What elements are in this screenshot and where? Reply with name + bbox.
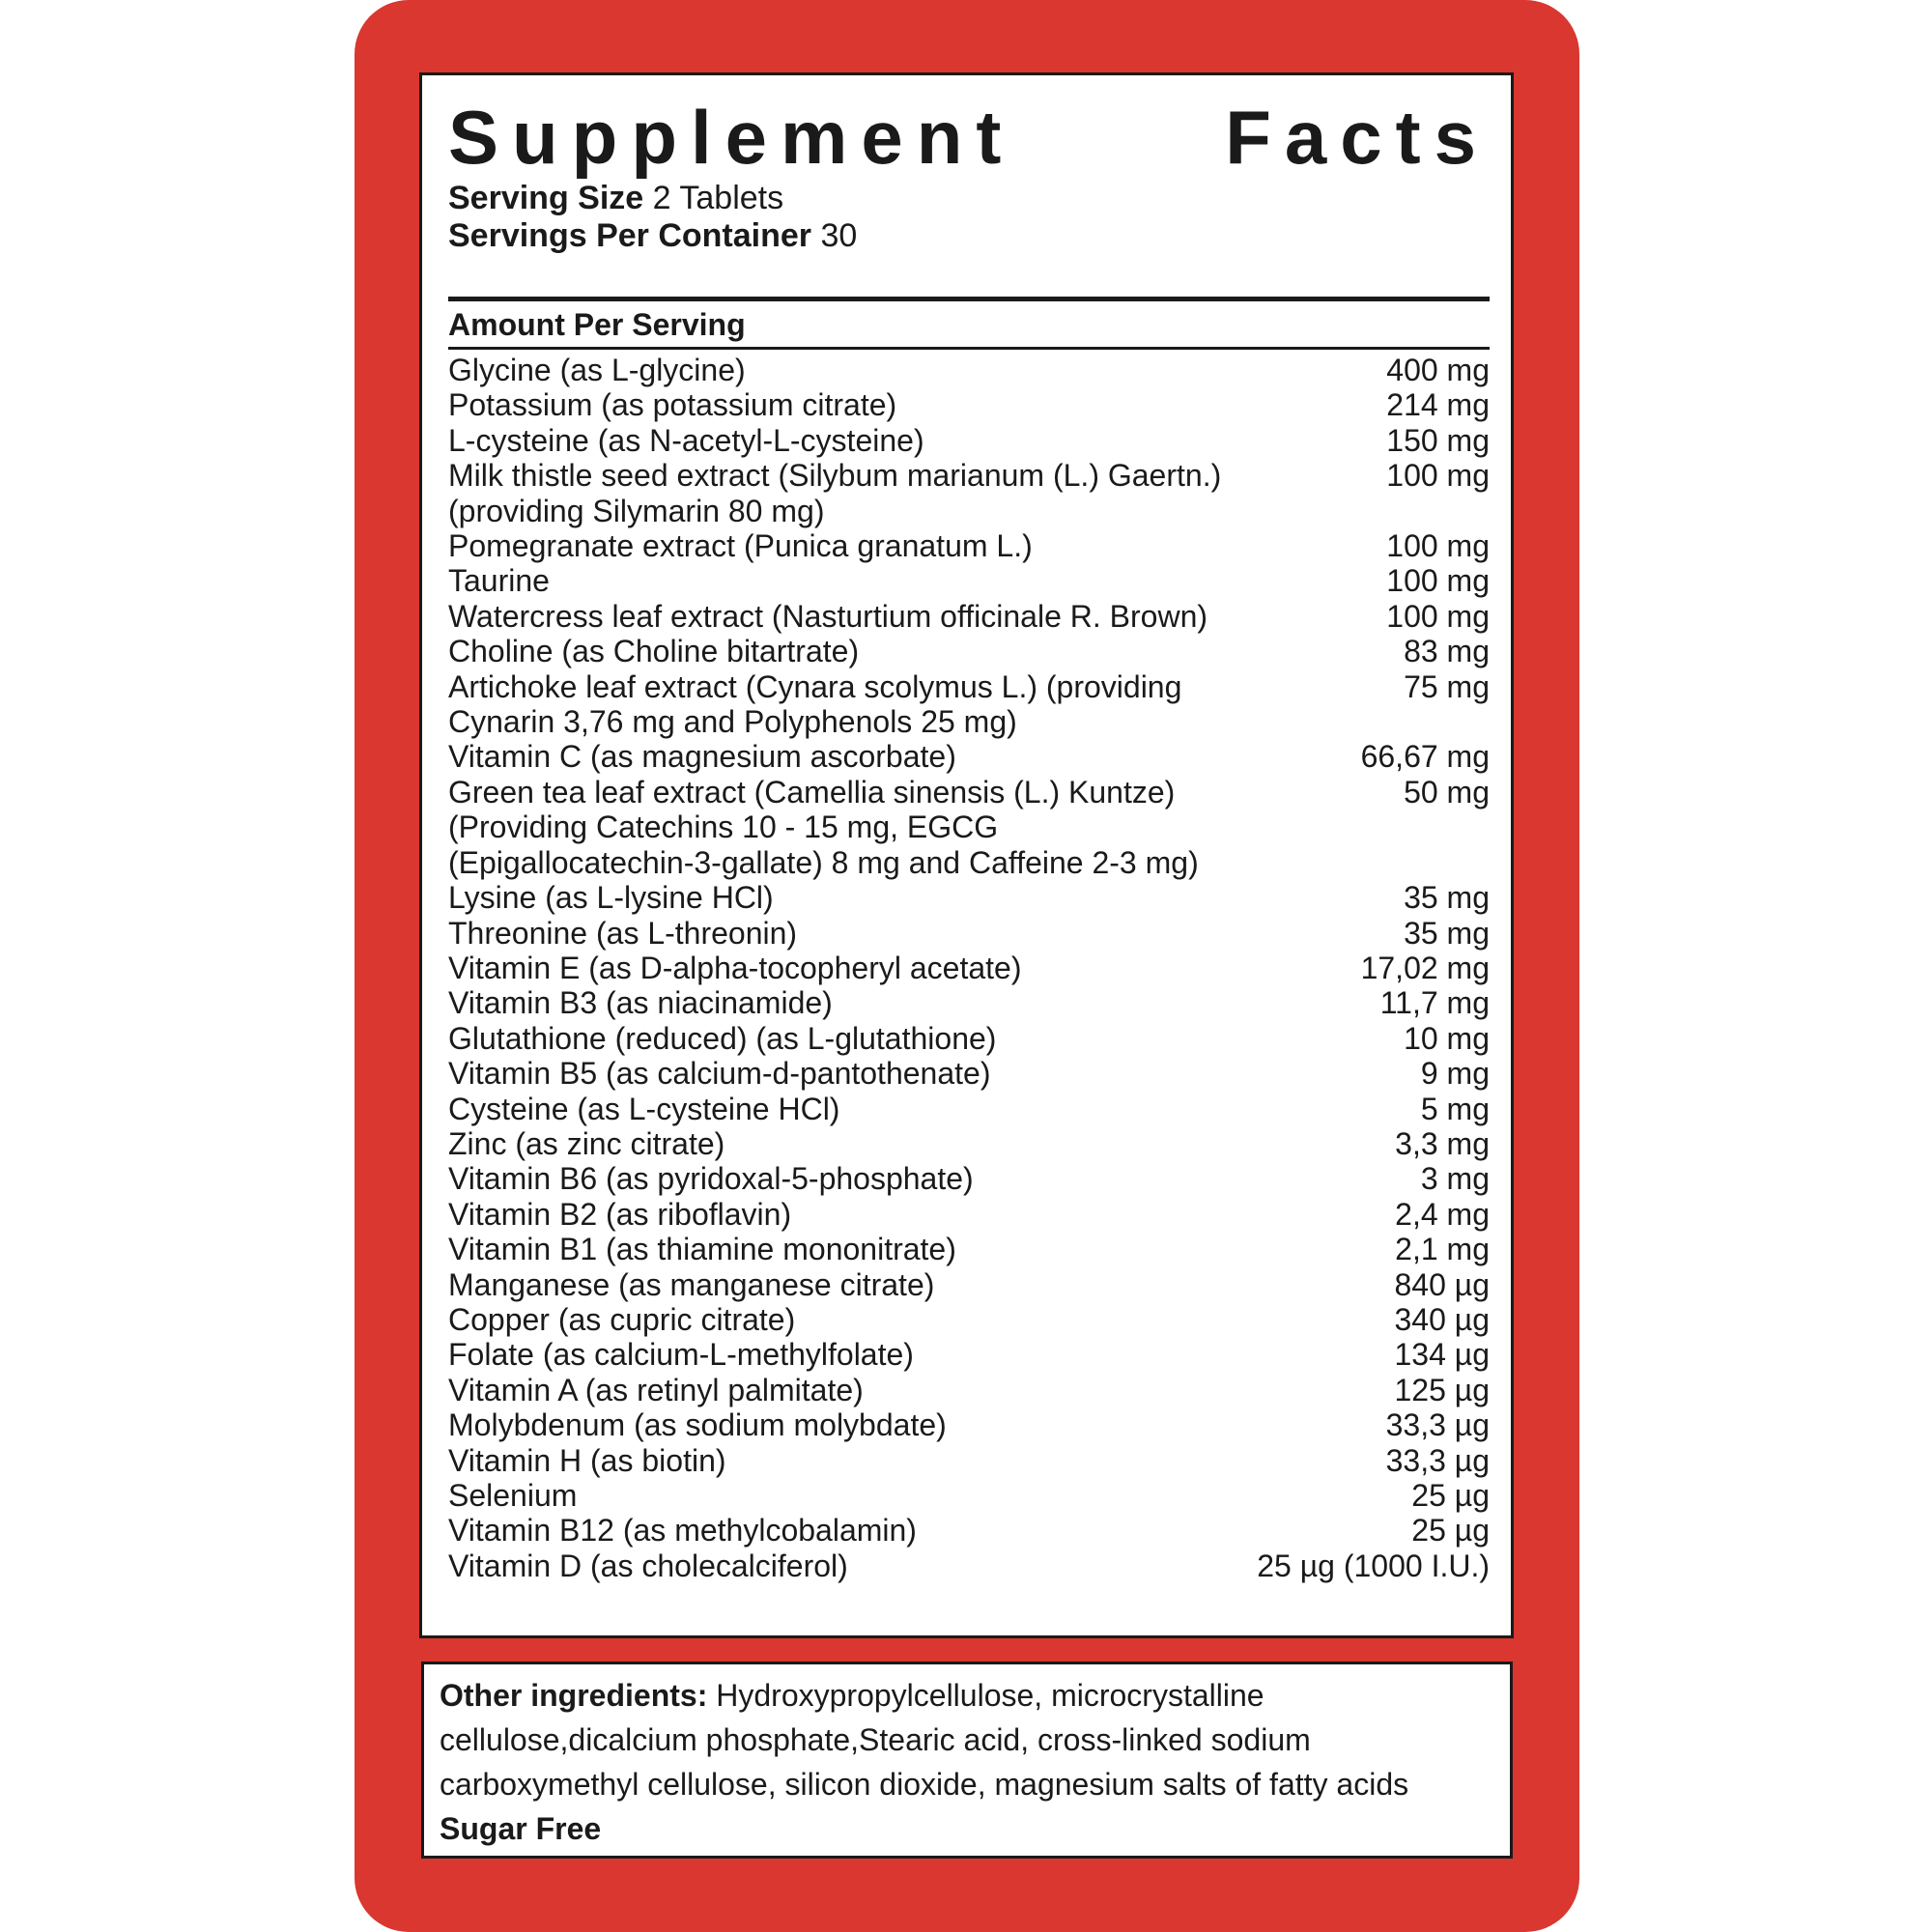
- ingredient-amount: 17,02 mg: [1360, 950, 1490, 985]
- ingredient-name: Watercress leaf extract (Nasturtium officinale R. Brown): [448, 598, 1208, 634]
- ingredient-row: [448, 1197, 1490, 1232]
- ingredient-amount: 35 mg: [1404, 915, 1490, 951]
- ingredient-name: Vitamin D (as cholecalciferol): [448, 1548, 848, 1583]
- ingredient-name: Lysine (as L-lysine HCl): [448, 880, 774, 916]
- ingredient-name: Green tea leaf extract (Camellia sinensis (L.) Kuntze)(Providing Catechins 10 - 15 mg, EGCG (Epigallocatechin-3-gallate) 8 mg and Caffeine 2-3 mg): [448, 774, 1199, 880]
- ingredient-name: Artichoke leaf extract (Cynara scolymus L.) (providing Cynarin 3,76 mg and Polyphenols 25 mg): [448, 668, 1182, 740]
- ingredient-amount: 400 mg: [1386, 353, 1490, 387]
- ingredient-name: Vitamin B5 (as calcium-d-pantothenate): [448, 1056, 991, 1092]
- amount-per-serving-heading: Amount Per Serving: [448, 307, 746, 342]
- title-word-facts: Facts: [1225, 95, 1490, 180]
- ingredient-amount: 3 mg: [1420, 1161, 1490, 1197]
- ingredient-row: [448, 880, 1490, 915]
- ingredient-amount: 2,4 mg: [1395, 1196, 1490, 1232]
- ingredient-name: Vitamin B2 (as riboflavin): [448, 1196, 792, 1232]
- ingredient-name: Manganese (as manganese citrate): [448, 1266, 935, 1302]
- serving-size-label: Serving Size: [448, 180, 644, 216]
- ingredient-amount: 25 µg: [1411, 1478, 1490, 1513]
- supplement-facts-title: [448, 87, 1490, 188]
- ingredient-name: Vitamin B3 (as niacinamide): [448, 985, 833, 1021]
- ingredient-name: L-cysteine (as N-acetyl-L-cysteine): [448, 422, 924, 458]
- ingredient-name: Vitamin B6 (as pyridoxal-5-phosphate): [448, 1161, 974, 1197]
- supplement-facts-panel: [419, 72, 1514, 1638]
- ingredient-amount: 10 mg: [1404, 1020, 1490, 1056]
- ingredient-row: [448, 1478, 1490, 1513]
- ingredient-amount: 5 mg: [1420, 1091, 1490, 1126]
- servings-per-container-value: 30: [820, 217, 858, 254]
- ingredient-row: [448, 1337, 1490, 1372]
- ingredient-row: [448, 775, 1490, 880]
- ingredient-row: [448, 739, 1490, 774]
- ingredient-row: [448, 1092, 1490, 1126]
- ingredient-amount: 340 µg: [1394, 1301, 1490, 1337]
- ingredient-name: Vitamin B12 (as methylcobalamin): [448, 1513, 917, 1548]
- ingredient-amount: 66,67 mg: [1360, 739, 1490, 775]
- ingredient-amount: 125 µg: [1394, 1372, 1490, 1407]
- ingredient-row: [448, 634, 1490, 668]
- ingredient-amount: 214 mg: [1386, 387, 1490, 423]
- ingredient-amount: 2,1 mg: [1395, 1232, 1490, 1267]
- ingredient-amount: 33,3 µg: [1385, 1407, 1490, 1443]
- ingredient-amount: 134 µg: [1394, 1337, 1490, 1373]
- other-ingredients-text: Hydroxypropylcellulose, microcrystalline cellulose,dicalcium phosphate,Stearic acid, cross-linked sodium carboxymethyl cellulose, silicon dioxide, magnesium salts of fatty acids: [440, 1678, 1409, 1802]
- ingredient-name: Zinc (as zinc citrate): [448, 1125, 725, 1161]
- ingredient-row: [448, 1373, 1490, 1407]
- ingredient-row: [448, 951, 1490, 985]
- title-word-supplement: Supplement: [448, 95, 1015, 180]
- sugar-free-note: Sugar Free: [440, 1811, 602, 1846]
- ingredient-amount: 83 mg: [1404, 634, 1490, 669]
- ingredient-row: [448, 1161, 1490, 1196]
- other-ingredients-panel: [421, 1662, 1513, 1859]
- serving-size: [448, 179, 1414, 217]
- ingredient-list: [448, 353, 1490, 1583]
- ingredient-row: [448, 423, 1490, 458]
- ingredient-name: Vitamin A (as retinyl palmitate): [448, 1372, 864, 1407]
- ingredient-row: [448, 1126, 1490, 1161]
- other-ingredients: [440, 1673, 1496, 1806]
- ingredient-amount: 9 mg: [1420, 1056, 1490, 1092]
- ingredient-row: [448, 1267, 1490, 1302]
- ingredient-name: Folate (as calcium-L-methylfolate): [448, 1337, 914, 1373]
- ingredient-row: [448, 353, 1490, 387]
- ingredient-amount: 11,7 mg: [1379, 985, 1490, 1021]
- ingredient-name: Vitamin B1 (as thiamine mononitrate): [448, 1232, 956, 1267]
- ingredient-row: [448, 528, 1490, 563]
- ingredient-amount: 100 mg: [1386, 528, 1490, 564]
- ingredient-row: [448, 985, 1490, 1020]
- ingredient-name: Cysteine (as L-cysteine HCl): [448, 1091, 840, 1126]
- ingredient-row: [448, 458, 1490, 528]
- ingredient-name: Vitamin C (as magnesium ascorbate): [448, 739, 956, 775]
- servings-per-container: [448, 216, 1414, 255]
- ingredient-row: [448, 1021, 1490, 1056]
- ingredient-name: Milk thistle seed extract (Silybum marianum (L.) Gaertn.) (providing Silymarin 80 mg): [448, 458, 1222, 528]
- ingredient-row: [448, 1513, 1490, 1548]
- label-card-background: [355, 0, 1579, 1932]
- ingredient-name: Pomegranate extract (Punica granatum L.): [448, 528, 1033, 564]
- section-divider-thick: [448, 297, 1490, 301]
- ingredient-name: Vitamin H (as biotin): [448, 1442, 726, 1478]
- ingredient-row: [448, 1056, 1490, 1091]
- serving-size-value: 2 Tablets: [652, 180, 784, 216]
- ingredient-row: [448, 1548, 1490, 1583]
- ingredient-amount: 100 mg: [1386, 458, 1490, 494]
- ingredient-name: Copper (as cupric citrate): [448, 1301, 796, 1337]
- ingredient-amount: 100 mg: [1386, 598, 1490, 634]
- ingredient-name: Vitamin E (as D-alpha-tocopheryl acetate): [448, 950, 1022, 985]
- ingredient-row: [448, 599, 1490, 634]
- ingredient-row: [448, 1407, 1490, 1442]
- ingredient-amount: 25 µg (1000 I.U.): [1257, 1548, 1490, 1583]
- ingredient-row: [448, 387, 1490, 422]
- servings-per-container-label: Servings Per Container: [448, 217, 812, 254]
- ingredient-amount: 75 mg: [1404, 668, 1490, 704]
- ingredient-amount: 150 mg: [1386, 422, 1490, 458]
- ingredient-amount: 50 mg: [1404, 774, 1490, 810]
- ingredient-amount: 25 µg: [1411, 1513, 1490, 1548]
- other-ingredients-label: Other ingredients:: [440, 1678, 708, 1713]
- section-divider-thin: [448, 347, 1490, 350]
- ingredient-name: Molybdenum (as sodium molybdate): [448, 1407, 947, 1443]
- ingredient-name: Potassium (as potassium citrate): [448, 387, 897, 423]
- ingredient-name: Glutathione (reduced) (as L-glutathione): [448, 1020, 997, 1056]
- ingredient-row: [448, 916, 1490, 951]
- ingredient-amount: 100 mg: [1386, 563, 1490, 599]
- ingredient-name: Choline (as Choline bitartrate): [448, 634, 860, 669]
- ingredient-name: Taurine: [448, 563, 550, 599]
- ingredient-row: [448, 563, 1490, 598]
- ingredient-name: Threonine (as L-threonin): [448, 915, 798, 951]
- ingredient-name: Selenium: [448, 1478, 578, 1513]
- ingredient-amount: 35 mg: [1404, 880, 1490, 916]
- ingredient-amount: 840 µg: [1394, 1266, 1490, 1302]
- ingredient-row: [448, 669, 1490, 740]
- ingredient-amount: 3,3 mg: [1395, 1125, 1490, 1161]
- ingredient-row: [448, 1443, 1490, 1478]
- ingredient-row: [448, 1232, 1490, 1266]
- ingredient-name: Glycine (as L-glycine): [448, 353, 746, 387]
- ingredient-amount: 33,3 µg: [1385, 1442, 1490, 1478]
- ingredient-row: [448, 1302, 1490, 1337]
